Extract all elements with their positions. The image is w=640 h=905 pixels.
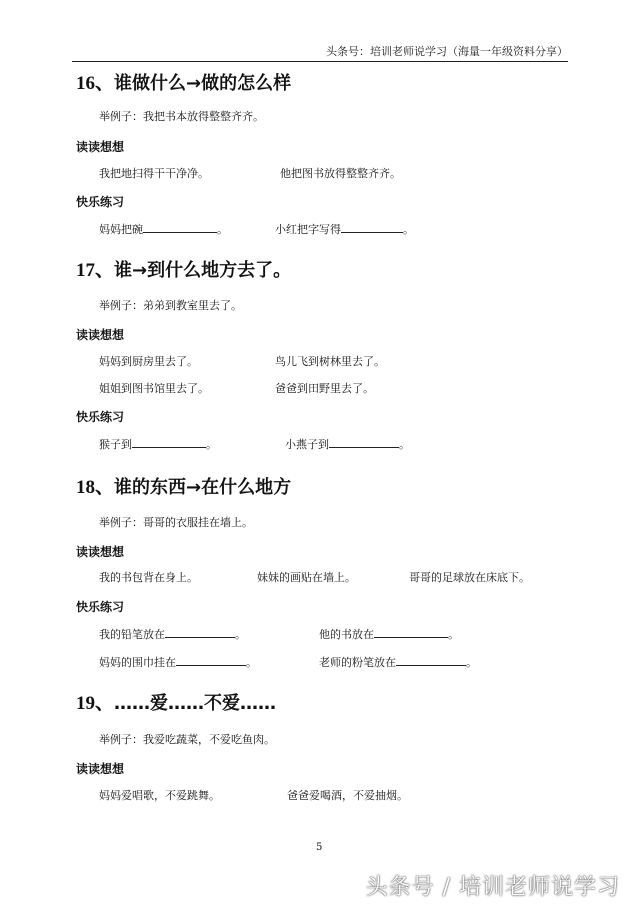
header-rule [72, 61, 568, 62]
answer-blank[interactable] [165, 627, 235, 638]
section-18-title [76, 472, 291, 499]
read-line: 我把地扫得干干净净。 [99, 167, 209, 180]
watermark: 头条号 / 培训老师说学习 [365, 875, 620, 900]
answer-blank[interactable] [176, 655, 246, 666]
practice-prefix: 小红把字写得 [275, 223, 341, 236]
practice-suffix: 。 [403, 223, 414, 236]
example-sentence: 举例子：弟弟到教室里去了。 [99, 299, 242, 312]
read-line: 爸爸爱喝酒，不爱抽烟。 [287, 789, 408, 802]
practice-label: 快乐练习 [76, 195, 125, 209]
practice-label: 快乐练习 [76, 600, 125, 614]
practice-prefix: 老师的粉笔放在 [319, 656, 396, 669]
practice-prefix: 他的书放在 [319, 628, 374, 641]
read-line: 爸爸到田野里去了。 [275, 382, 374, 395]
practice-item [285, 436, 410, 452]
read-line: 妈妈爱唱歌，不爱跳舞。 [99, 789, 220, 802]
practice-suffix: 。 [206, 438, 217, 451]
practice-item [99, 436, 217, 452]
practice-prefix: 妈妈的围巾挂在 [99, 656, 176, 669]
practice-suffix: 。 [217, 223, 228, 236]
answer-blank[interactable] [396, 655, 466, 666]
practice-prefix: 我的铅笔放在 [99, 628, 165, 641]
read-line: 妹妹的画贴在墙上。 [257, 571, 356, 584]
practice-item [275, 221, 414, 237]
practice-item [319, 654, 477, 670]
answer-blank[interactable] [329, 437, 399, 448]
read-line: 鸟儿飞到树林里去了。 [275, 355, 385, 368]
practice-suffix: 。 [246, 656, 257, 669]
read-line: 我的书包背在身上。 [99, 571, 198, 584]
read-line: 姐姐到图书馆里去了。 [99, 382, 209, 395]
read-label: 读读想想 [76, 140, 125, 154]
read-label: 读读想想 [76, 762, 125, 776]
page-number: 5 [316, 842, 323, 853]
practice-suffix: 。 [448, 628, 459, 641]
example-sentence: 举例子：哥哥的衣服挂在墙上。 [99, 516, 253, 529]
section-title-text: 谁的东西→在什么地方 [114, 477, 292, 498]
practice-suffix: 。 [399, 438, 410, 451]
section-number: 19、 [76, 693, 115, 714]
section-title-text: 谁→到什么地方去了。 [114, 260, 292, 281]
read-label: 读读想想 [76, 545, 125, 559]
answer-blank[interactable] [374, 627, 448, 638]
section-number: 17、 [76, 260, 115, 281]
practice-suffix: 。 [466, 656, 477, 669]
practice-item [99, 221, 228, 237]
read-line: 他把图书放得整整齐齐。 [280, 167, 401, 180]
section-number: 16、 [76, 73, 115, 94]
read-line: 妈妈到厨房里去了。 [99, 355, 198, 368]
section-16-title [76, 68, 291, 95]
practice-prefix: 猴子到 [99, 438, 132, 451]
section-17-title [76, 255, 291, 282]
practice-suffix: 。 [235, 628, 246, 641]
practice-prefix: 妈妈把碗 [99, 223, 143, 236]
practice-label: 快乐练习 [76, 410, 125, 424]
example-sentence: 举例子：我把书本放得整整齐齐。 [99, 110, 264, 123]
read-line: 哥哥的足球放在床底下。 [409, 571, 530, 584]
example-sentence: 举例子：我爱吃蔬菜，不爱吃鱼肉。 [99, 733, 275, 746]
header-text: 头条号：培训老师说学习（海量一年级资料分享） [326, 45, 568, 58]
answer-blank[interactable] [341, 222, 403, 233]
answer-blank[interactable] [143, 222, 217, 233]
practice-item [319, 626, 459, 642]
answer-blank[interactable] [132, 437, 206, 448]
read-label: 读读想想 [76, 328, 125, 342]
section-number: 18、 [76, 477, 115, 498]
section-title-text: ……爱……不爱…… [114, 693, 277, 714]
practice-item [99, 654, 257, 670]
practice-prefix: 小燕子到 [285, 438, 329, 451]
section-title-text: 谁做什么→做的怎么样 [114, 73, 292, 94]
practice-item [99, 626, 246, 642]
section-19-title [76, 688, 276, 715]
